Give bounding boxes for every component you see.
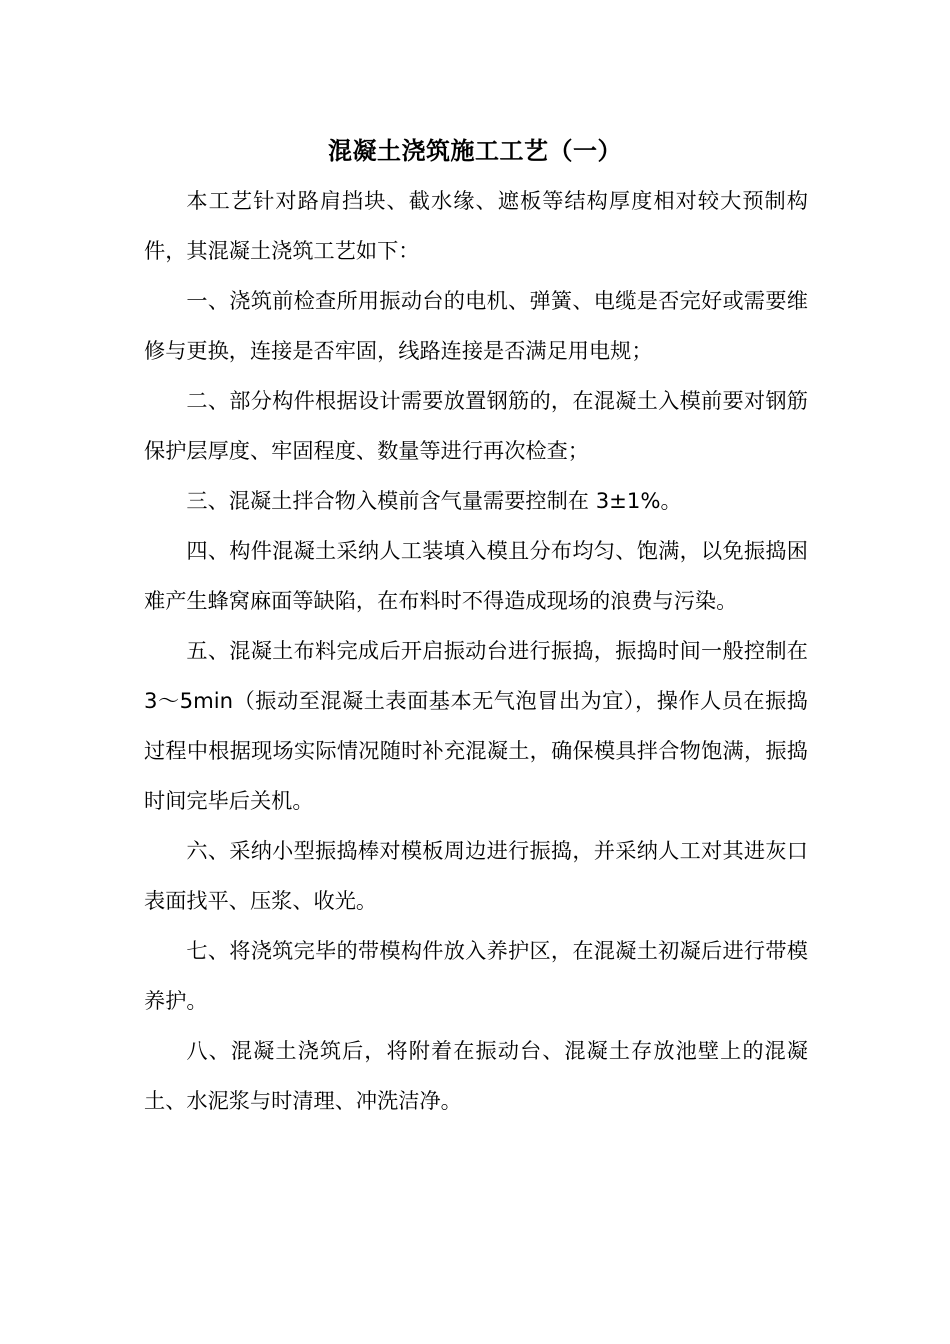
- paragraph-step-8: 八、混凝土浇筑后，将附着在振动台、混凝土存放池壁上的混凝土、水泥浆与时清理、冲洗洁净。: [144, 1038, 808, 1113]
- document-body: [144, 176, 808, 1126]
- document-title: 混凝土浇筑施工工艺（一）: [328, 137, 622, 165]
- paragraph-step-5: 五、混凝土布料完成后开启振动台进行振捣，振捣时间一般控制在 3～5min（振动至混凝土表面基本无气泡冒出为宜），操作人员在振捣过程中根据现场实际情况随时补充混凝土，确保模具拌合物饱满，振捣时间完毕后关机。: [144, 638, 808, 813]
- paragraph-step-7: 七、将浇筑完毕的带模构件放入养护区，在混凝土初凝后进行带模养护。: [144, 938, 808, 1013]
- paragraph-step-1: 一、浇筑前检查所用振动台的电机、弹簧、电缆是否完好或需要维修与更换，连接是否牢固，线路连接是否满足用电规；: [144, 288, 808, 363]
- paragraph-step-2: 二、部分构件根据设计需要放置钢筋的，在混凝土入模前要对钢筋保护层厚度、牢固程度、数量等进行再次检查；: [144, 388, 808, 463]
- paragraph-step-4: 四、构件混凝土采纳人工装填入模且分布均匀、饱满，以免振捣困难产生蜂窝麻面等缺陷，在布料时不得造成现场的浪费与污染。: [144, 538, 808, 613]
- paragraph-step-3: 三、混凝土拌合物入模前含气量需要控制在 3±1%。: [186, 488, 682, 513]
- paragraph-intro: 本工艺针对路肩挡块、截水缘、遮板等结构厚度相对较大预制构件，其混凝土浇筑工艺如下：: [144, 188, 808, 263]
- paragraph-step-6: 六、采纳小型振捣棒对模板周边进行振捣，并采纳人工对其进灰口表面找平、压浆、收光。: [144, 838, 808, 913]
